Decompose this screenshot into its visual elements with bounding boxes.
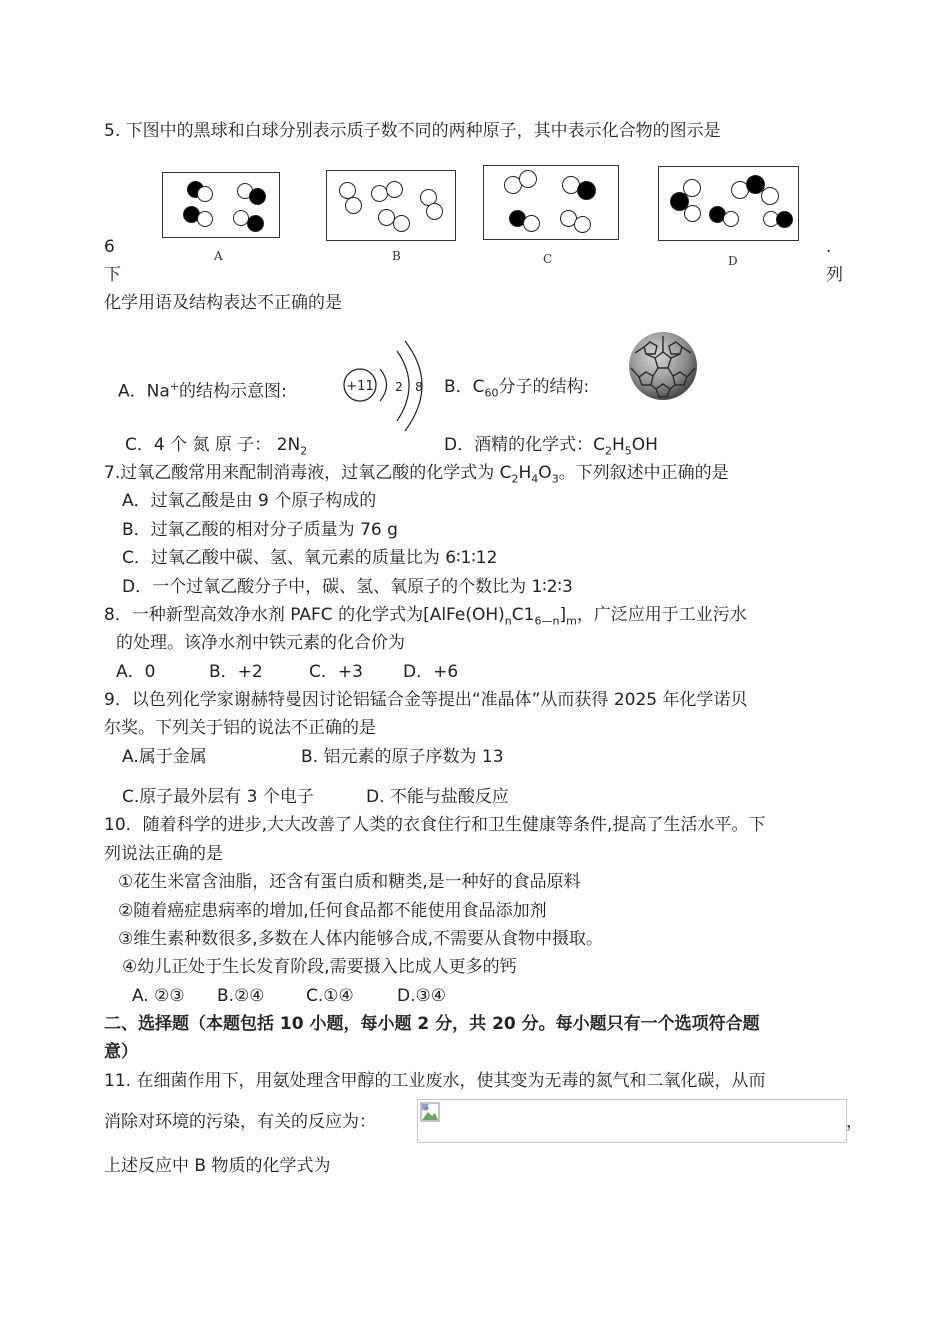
q10-stem-line1: 10．随着科学的进步,大大改善了人类的衣食住行和卫生健康等条件,提高了生活水平。下 — [104, 815, 766, 835]
white-atom — [345, 197, 362, 214]
q6-dot: . — [826, 237, 832, 257]
white-atom — [523, 215, 540, 232]
q10-option-b: B.②④ — [217, 986, 265, 1006]
q8-option-a: A．0 — [116, 662, 156, 682]
q5-label-a: A — [214, 249, 223, 263]
q7-option-c: C．过氧乙酸中碳、氢、氧元素的质量比为 6∶1∶12 — [122, 548, 498, 568]
white-atom — [426, 203, 443, 220]
q5-label-c: C — [543, 252, 553, 266]
q5-figure-c — [483, 165, 619, 240]
q11-stem-line2: 消除对环境的污染，有关的反应为： — [104, 1112, 376, 1132]
q7-option-d: D．一个过氧乙酸分子中，碳、氢、氧原子的个数比为 1∶2∶3 — [122, 577, 573, 597]
q5-figure-b — [326, 170, 456, 241]
q9-option-a: A.属于金属 — [122, 747, 207, 767]
reaction-equation-image — [417, 1099, 847, 1143]
na-ion-structure-diagram — [335, 335, 435, 435]
q6-option-c: C．4 个 氮 原 子： $2N_2$ — [125, 435, 308, 458]
q9-option-b: B. 铝元素的原子序数为 13 — [301, 747, 504, 767]
white-atom — [393, 215, 410, 232]
q10-stem-line2: 列说法正确的是 — [104, 844, 223, 864]
q5-label-d: D — [728, 254, 738, 268]
section-2-heading-line2: 意） — [104, 1042, 138, 1062]
q9-option-d: D. 不能与盐酸反应 — [366, 787, 509, 807]
q6-xia: 下 — [104, 265, 121, 285]
white-atom — [684, 205, 701, 222]
q9-option-c: C.原子最外层有 3 个电子 — [122, 787, 314, 807]
q10-statement-1: ①花生米富含油脂，还含有蛋白质和糖类,是一种好的食品原料 — [118, 872, 581, 892]
q10-statement-3: ③维生素种数很多,多数在人体内能够合成,不需要从食物中摄取。 — [118, 929, 604, 949]
shell-1-electrons: 2 — [395, 380, 403, 394]
q8-option-c: C．+3 — [309, 662, 363, 682]
broken-image-icon — [420, 1102, 440, 1122]
q11-stem-line1: 11. 在细菌作用下，用氨处理含甲醇的工业废水，使其变为无毒的氮气和二氧化碳，从而 — [104, 1071, 766, 1091]
c60-molecule-image — [626, 328, 700, 404]
q7-stem: 7.过氧乙酸常用来配制消毒液，过氧乙酸的化学式为 $C_2H_4O_3$。下列叙述中正确的是 — [104, 463, 729, 486]
q5-stem: 5. 下图中的黑球和白球分别表示质子数不同的两种原子，其中表示化合物的图示是 — [104, 121, 721, 141]
shell-2-electrons: 8 — [415, 380, 423, 394]
white-atom — [761, 187, 779, 205]
q6-option-b: B．$C_{60}$分子的结构: — [444, 377, 590, 400]
q11-stem-line3: 上述反应中 B 物质的化学式为 — [104, 1156, 331, 1176]
q10-option-d: D.③④ — [397, 986, 446, 1006]
q10-option-c: C.①④ — [306, 986, 354, 1006]
q8-option-b: B．+2 — [209, 662, 263, 682]
q5-figure-a — [162, 172, 280, 238]
black-atom — [247, 215, 264, 232]
white-atom — [574, 216, 591, 233]
q6-stem: 化学用语及结构表达不正确的是 — [104, 293, 342, 313]
black-atom — [577, 181, 596, 200]
black-atom — [776, 211, 793, 228]
white-atom — [519, 170, 537, 188]
black-atom — [249, 188, 266, 205]
q8-stem: 8．一种新型高效净水剂 PAFC 的化学式为$[AlFe(OH)_nC1_{6—n}]_m$，广泛应用于工业污水 — [104, 605, 747, 628]
q6-number: 6 — [104, 237, 115, 257]
q6-option-d: D．酒精的化学式：$C_2H_5OH$ — [444, 435, 658, 458]
q8-option-d: D．+6 — [403, 662, 459, 682]
white-atom — [197, 211, 213, 227]
white-atom — [197, 186, 213, 202]
section-2-heading: 二、选择题（本题包括 10 小题，每小题 2 分，共 20 分。每小题只有一个选项符合题 — [104, 1014, 760, 1034]
nucleus-label: +11 — [346, 379, 374, 394]
q8-stem-line2: 的处理。该净水剂中铁元素的化合价为 — [116, 633, 405, 653]
white-atom — [386, 181, 403, 198]
q6-lie: 列 — [826, 265, 843, 285]
white-atom — [723, 211, 739, 227]
q9-stem-line2: 尔奖。下列关于铝的说法不正确的是 — [104, 718, 376, 738]
q9-stem-line1: 9．以色列化学家谢赫特曼因讨论铝锰合金等提出“准晶体”从而获得 2025 年化学诺贝 — [104, 690, 748, 710]
q10-statement-4: ④幼儿正处于生长发育阶段,需要摄入比成人更多的钙 — [122, 957, 517, 977]
q5-label-b: B — [392, 249, 401, 263]
q10-option-a: A. ②③ — [132, 986, 185, 1006]
q10-statement-2: ②随着癌症患病率的增加,任何食品都不能使用食品添加剂 — [118, 901, 547, 921]
q11-comma: ， — [846, 1112, 863, 1132]
q5-figure-d — [658, 166, 799, 241]
q7-option-a: A．过氧乙酸是由 9 个原子构成的 — [122, 491, 377, 511]
q6-option-a: A．Na+的结构示意图: — [118, 380, 287, 402]
q7-option-b: B．过氧乙酸的相对分子质量为 76 g — [122, 520, 398, 540]
